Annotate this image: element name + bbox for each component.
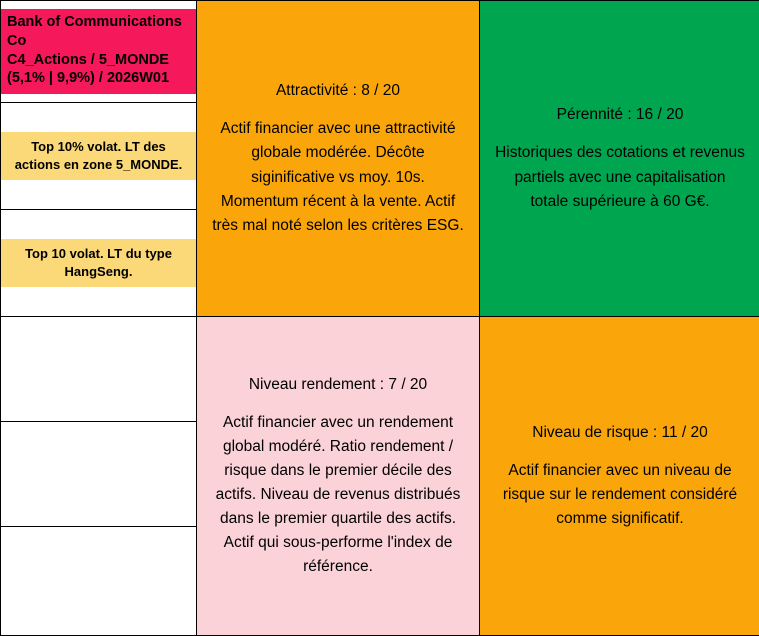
asset-name: Bank of Communications Co [7,14,186,49]
volatility-tag-1: Top 10% volat. LT des actions en zone 5_MONDE. [1,132,196,179]
blank-cell-1 [1,317,197,422]
blank-cell-2 [1,422,197,527]
rendement-title: Niveau rendement : 7 / 20 [248,375,428,393]
perennite-body: Historiques des cotations et revenus partiels avec une capitalisation totale supérieure à 60 G€. [495,144,745,210]
risque-body: Actif financier avec un niveau de risque sur le rendement considéré comme significatif. [502,461,738,528]
table-row [1,317,759,422]
asset-identity-cell [1,1,197,103]
blank-cell-3 [1,527,197,636]
rendement-cell [197,317,480,636]
attractivite-title: Attractivité : 8 / 20 [275,82,401,100]
risque-title: Niveau de risque : 11 / 20 [532,423,708,441]
rendement-body: Actif financier avec un rendement global modéré. Ratio rendement / risque dans le premier décile des actifs. Niveau de revenus distribués dans le premier quartile des actifs. Actif qui sous-performe l'index de référence. [215,413,461,576]
perennite-title: Pérennité : 16 / 20 [556,106,684,124]
attractivite-body: Actif financier avec une attractivité globale modérée. Décôte siginificative vs moy. 10s. Momentum récent à la vente. Actif très mal noté selon les critères ESG. [212,120,464,234]
asset-metrics: (5,1% | 9,9%) / 2026W01 [7,70,170,87]
risque-cell [480,317,759,636]
table-row [1,1,759,103]
volatility-tag-1-cell [1,103,197,210]
attractivite-cell [197,1,480,317]
perennite-cell [480,1,759,317]
asset-classification: C4_Actions / 5_MONDE [7,51,169,68]
volatility-tag-2-cell [1,210,197,317]
volatility-tag-2: Top 10 volat. LT du type HangSeng. [1,239,196,286]
